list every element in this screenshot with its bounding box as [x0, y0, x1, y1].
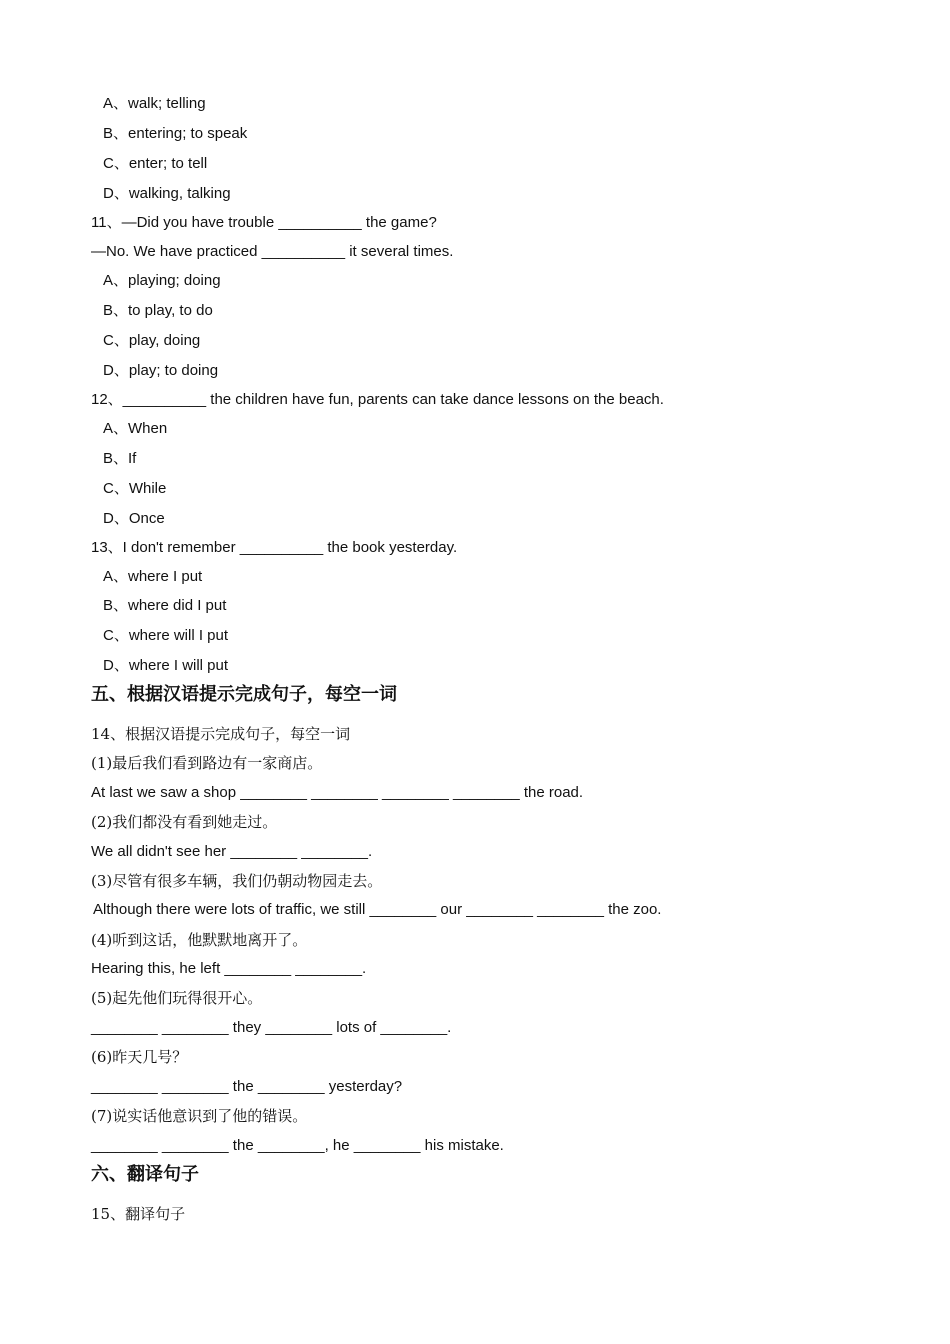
q14-item2-english: We all didn't see her ________ ________.	[91, 843, 373, 860]
q14-item7-chinese: (7)说实话他意识到了他的错误。	[91, 1107, 308, 1125]
q13-option-d: D、where I will put	[103, 657, 229, 674]
q14-item4-chinese: (4)听到这话，他默默地离开了。	[91, 931, 308, 949]
q12-option-a: A、When	[103, 420, 168, 437]
q11-option-d: D、play; to doing	[103, 362, 219, 379]
q12-option-d: D、Once	[103, 510, 165, 527]
q15-title: 15、翻译句子	[91, 1205, 186, 1223]
q14-item2-chinese: (2)我们都没有看到她走过。	[91, 813, 278, 831]
q10-option-c: C、enter; to tell	[103, 155, 208, 172]
q14-title: 14、根据汉语提示完成句子，每空一词	[91, 725, 351, 743]
q14-item5-chinese: (5)起先他们玩得很开心。	[91, 989, 263, 1007]
q10-option-a: A、walk; telling	[103, 95, 206, 112]
q14-item1-english: At last we saw a shop ________ ________ ________ ________ the road.	[91, 784, 584, 801]
q10-option-d: D、walking, talking	[103, 185, 231, 202]
section5-heading: 五、根据汉语提示完成句子，每空一词	[91, 684, 397, 705]
q14-item5-english: ________ ________ they ________ lots of ________.	[91, 1019, 452, 1036]
q14-item4-english: Hearing this, he left ________ ________.	[91, 960, 367, 977]
q11-option-c: C、play, doing	[103, 332, 201, 349]
q13-stem: 13、I don't remember __________ the book yesterday.	[91, 539, 458, 556]
q11-stem-line1: 11、—Did you have trouble __________ the game?	[91, 214, 437, 231]
q12-option-c: C、While	[103, 480, 167, 497]
section6-heading: 六、翻译句子	[91, 1164, 199, 1185]
q14-item6-chinese: (6)昨天几号？	[91, 1048, 188, 1066]
q13-option-c: C、where will I put	[103, 627, 229, 644]
q11-stem-line2: —No. We have practiced __________ it several times.	[91, 243, 454, 260]
q11-option-a: A、playing; doing	[103, 272, 221, 289]
q12-option-b: B、If	[103, 450, 137, 467]
q14-item1-chinese: (1)最后我们看到路边有一家商店。	[91, 754, 323, 772]
q13-option-a: A、where I put	[103, 568, 203, 585]
q14-item7-english: ________ ________ the ________, he ________ his mistake.	[91, 1137, 504, 1154]
q11-option-b: B、to play, to do	[103, 302, 213, 319]
q13-option-b: B、where did I put	[103, 597, 227, 614]
q14-item3-chinese: (3)尽管有很多车辆，我们仍朝动物园走去。	[91, 872, 383, 890]
q12-stem: 12、__________ the children have fun, parents can take dance lessons on the beach.	[91, 391, 664, 408]
q14-item6-english: ________ ________ the ________ yesterday?	[91, 1078, 403, 1095]
q14-item3-english: Although there were lots of traffic, we still ________ our ________ ________ the zoo.	[93, 901, 662, 918]
q10-option-b: B、entering; to speak	[103, 125, 248, 142]
